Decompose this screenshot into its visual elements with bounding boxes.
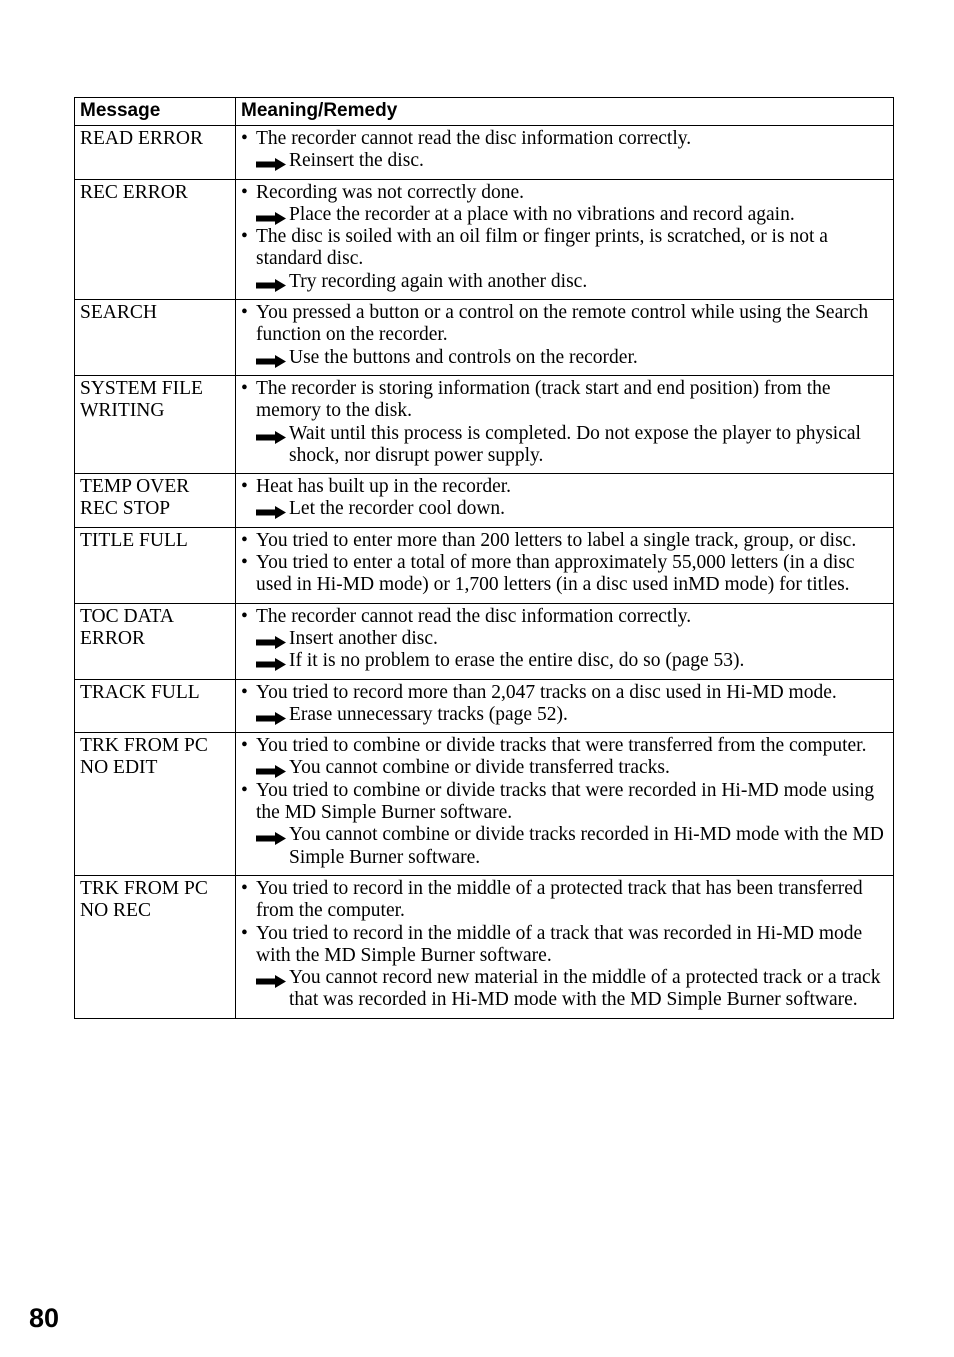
bullet-item: • You tried to enter more than 200 letters to label a single track, group, or disc. <box>241 530 888 552</box>
remedy-line <box>241 704 888 726</box>
table-row <box>75 300 894 376</box>
message-text: TITLE FULL <box>80 529 188 551</box>
table-row <box>75 679 894 733</box>
bullet-item: • The recorder cannot read the disc information correctly. <box>241 606 888 628</box>
message-text: TEMP OVER <box>80 476 190 498</box>
remedy-item: Place the recorder at a place with no vibrations and record again. <box>289 203 795 225</box>
message-text: REC ERROR <box>80 181 188 203</box>
remedy-line <box>241 628 888 650</box>
message-text: TRACK FULL <box>80 681 200 703</box>
bullet-item: • The recorder cannot read the disc information correctly. <box>241 128 888 150</box>
bullet-item: • You tried to record more than 2,047 tracks on a disc used in Hi-MD mode. <box>241 682 888 704</box>
bullet-item: • You tried to record in the middle of a protected track that has been transferred from the computer. <box>241 878 888 923</box>
remedy-item: Let the recorder cool down. <box>289 498 506 520</box>
message-text: REC STOP <box>80 498 171 520</box>
meaning-remedy-cell <box>236 474 894 528</box>
bullet-item: • You tried to record in the middle of a track that was recorded in Hi-MD mode with the MD Simple Burner software. <box>241 923 888 968</box>
bullet-item: • You pressed a button or a control on the remote control while using the Search function on the recorder. <box>241 302 888 347</box>
remedy-line <box>241 423 888 468</box>
table-row <box>75 179 894 299</box>
remedy-item: Try recording again with another disc. <box>289 270 588 292</box>
remedy-line <box>241 757 888 779</box>
remedy-item: If it is no problem to erase the entire disc, do so (page 53). <box>289 650 745 672</box>
remedy-item: Reinsert the disc. <box>289 150 424 172</box>
bullet-item: • The disc is soiled with an oil film or finger prints, is scratched, or is not a standard disc. <box>241 226 888 271</box>
remedy-item: You cannot combine or divide tracks recorded in Hi-MD mode with the MD Simple Burner software. <box>289 824 884 868</box>
remedy-line <box>241 824 888 869</box>
message-text: NO REC <box>80 900 151 922</box>
table-row <box>75 733 894 876</box>
message-cell <box>75 875 236 1018</box>
message-cell <box>75 375 236 473</box>
remedy-item: Insert another disc. <box>289 627 438 649</box>
remedy-line <box>241 150 888 172</box>
column-header-message: Message <box>75 98 236 126</box>
remedy-line <box>241 204 888 226</box>
meaning-remedy-cell <box>236 179 894 299</box>
message-cell <box>75 300 236 376</box>
remedy-line <box>241 650 888 672</box>
table-row <box>75 875 894 1018</box>
meaning-remedy-cell <box>236 300 894 376</box>
message-text: ERROR <box>80 627 146 649</box>
remedy-line <box>241 271 888 293</box>
message-cell <box>75 603 236 679</box>
meaning-remedy-cell <box>236 375 894 473</box>
message-text: SEARCH <box>80 302 157 324</box>
column-header-meaning-remedy: Meaning/Remedy <box>236 98 894 126</box>
message-text: TOC DATA <box>80 605 174 627</box>
table-row <box>75 603 894 679</box>
table-row <box>75 527 894 603</box>
message-text: TRK FROM PC <box>80 877 208 899</box>
remedy-item: Use the buttons and controls on the recorder. <box>289 346 638 368</box>
bullet-item: • The recorder is storing information (track start and end position) from the memory to the disk. <box>241 378 888 423</box>
bullet-item: • Heat has built up in the recorder. <box>241 476 888 498</box>
message-cell <box>75 527 236 603</box>
remedy-item: Erase unnecessary tracks (page 52). <box>289 703 568 725</box>
remedy-line <box>241 967 888 1012</box>
bullet-item: • You tried to combine or divide tracks that were transferred from the computer. <box>241 735 888 757</box>
message-cell <box>75 126 236 180</box>
meaning-remedy-cell <box>236 733 894 876</box>
message-text: TRK FROM PC <box>80 735 208 757</box>
table-header-row <box>75 98 894 126</box>
table-row <box>75 375 894 473</box>
page-number: 80 <box>29 1303 60 1333</box>
remedy-line <box>241 347 888 369</box>
message-text: WRITING <box>80 400 165 422</box>
bullet-item: • You tried to combine or divide tracks that were recorded in Hi-MD mode using the MD Simple Burner software. <box>241 780 888 825</box>
message-text: SYSTEM FILE <box>80 377 203 399</box>
bullet-item: • You tried to enter a total of more than approximately 55,000 letters (in a disc used in Hi-MD mode) or 1,700 letters (in a disc used inMD mode) for titles. <box>241 552 888 597</box>
table-row <box>75 474 894 528</box>
message-cell <box>75 474 236 528</box>
message-cell <box>75 179 236 299</box>
meaning-remedy-cell <box>236 527 894 603</box>
meaning-remedy-cell <box>236 679 894 733</box>
message-cell <box>75 733 236 876</box>
message-text: NO EDIT <box>80 757 158 779</box>
remedy-item: Wait until this process is completed. Do not expose the player to physical shock, nor disrupt power supply. <box>289 422 861 466</box>
remedy-item: You cannot record new material in the middle of a protected track or a track that was recorded in Hi-MD mode with the MD Simple Burner software. <box>289 967 881 1011</box>
remedy-line <box>241 498 888 520</box>
error-message-table <box>74 97 894 1019</box>
meaning-remedy-cell <box>236 603 894 679</box>
meaning-remedy-cell <box>236 126 894 180</box>
table-row <box>75 126 894 180</box>
meaning-remedy-cell <box>236 875 894 1018</box>
remedy-item: You cannot combine or divide transferred tracks. <box>289 757 670 779</box>
bullet-item: • Recording was not correctly done. <box>241 182 888 204</box>
message-text: READ ERROR <box>80 128 203 149</box>
message-cell <box>75 679 236 733</box>
table-body <box>75 126 894 1019</box>
